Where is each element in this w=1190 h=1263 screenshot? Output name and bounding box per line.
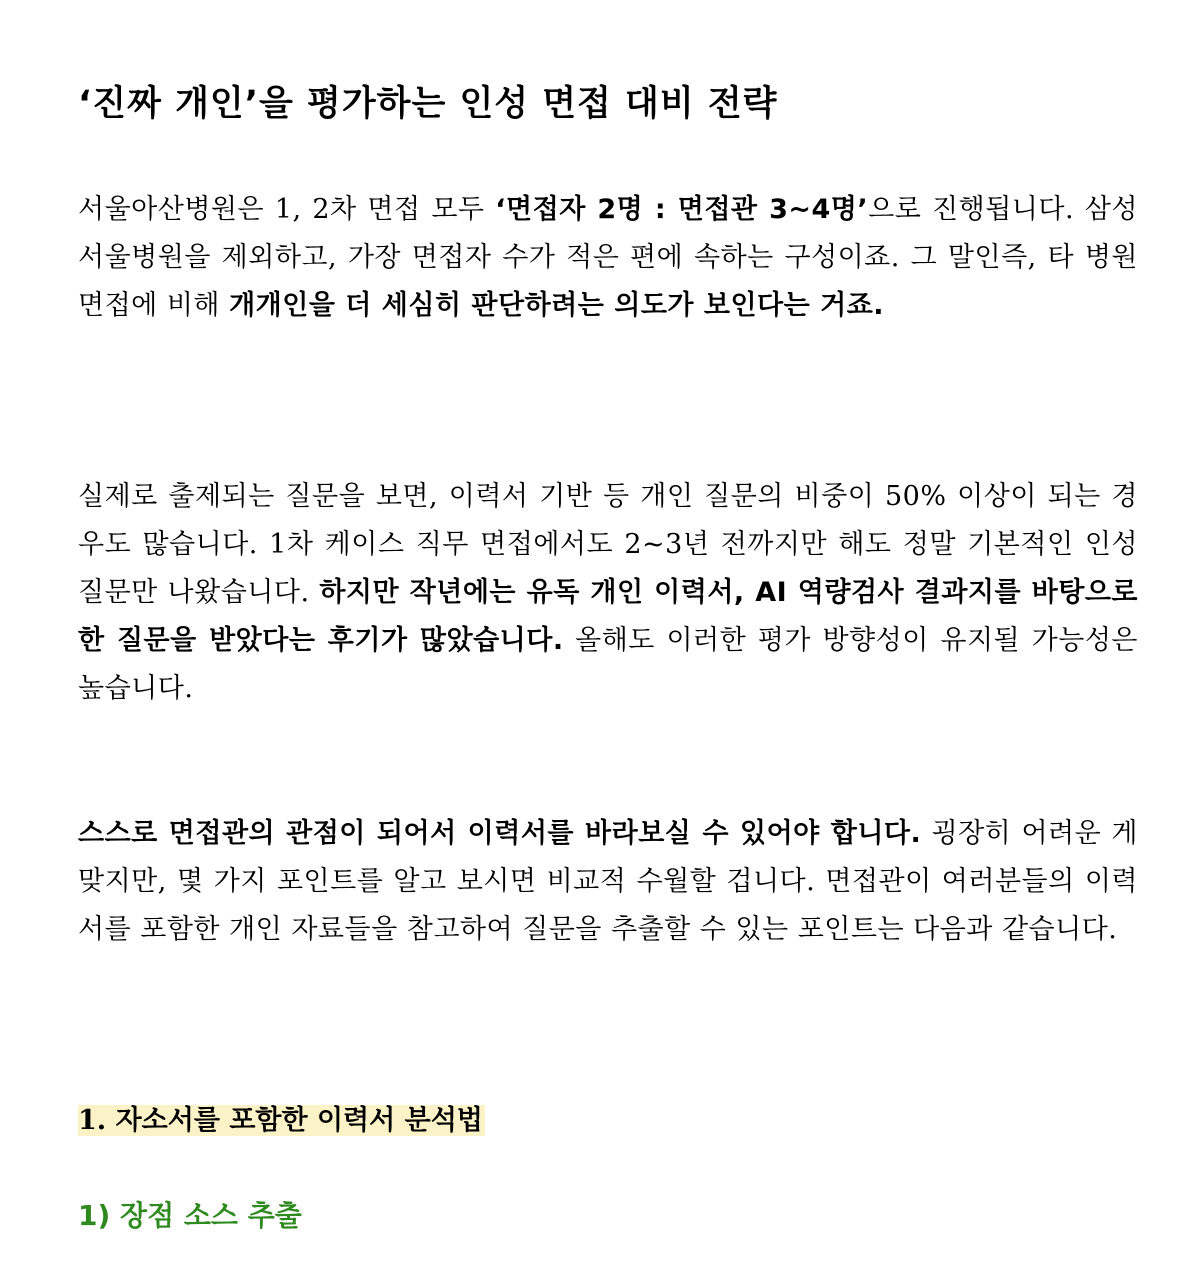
paragraph-interviewer-perspective — [78, 810, 1138, 954]
bold-segment: 하지만 작년에는 유독 개인 이력서, AI 역량검사 결과지를 바탕으로 한 질문을 받았다는 후기가 많았습니다. — [78, 577, 1139, 656]
bold-segment: 개개인을 더 세심히 판단하려는 의도가 보인다는 거죠. — [229, 290, 885, 321]
sub-heading: 1) 장점 소스 추출 — [78, 1199, 302, 1232]
text-segment: 으로 진행됩니다. 삼성서울병원을 제외하고, 가장 면접자 수가 적은 편에 속하는 구성이죠. 그 말인즉, 타 병원 면접에 비해 — [78, 194, 1138, 321]
text-segment: 실제로 출제되는 질문을 보면, 이력서 기반 등 개인 질문의 비중이 50% 이상이 되는 경우도 많습니다. 1차 케이스 직무 면접에서도 2~3년 전까지만 해도 정말 기본적인 인성 질문만 나왔습니다. — [78, 481, 1138, 608]
highlighted-heading-text: 1. 자소서를 포함한 이력서 분석법 — [78, 1105, 483, 1136]
text-segment: 굉장히 어려운 게 맞지만, 몇 가지 포인트를 알고 보시면 비교적 수월할 겁니다. 면접관이 여러분들의 이력서를 포함한 개인 자료들을 참고하여 질문을 추출할 수 있는 포인트는 다음과 같습니다. — [78, 818, 1138, 945]
text-segment: 올해도 이러한 평가 방향성이 유지될 가능성은 높습니다. — [78, 625, 1138, 704]
document-title: ‘진짜 개인’을 평가하는 인성 면접 대비 전략 — [78, 84, 778, 124]
section-heading — [78, 1099, 485, 1143]
paragraph-interview-format — [78, 186, 1138, 330]
bold-segment: ‘면접자 2명 : 면접관 3~4명’ — [495, 194, 869, 225]
bold-segment: 스스로 면접관의 관점이 되어서 이력서를 바라보실 수 있어야 합니다. — [78, 818, 922, 849]
text-segment: 서울아산병원은 1, 2차 면접 모두 — [78, 194, 496, 225]
paragraph-question-trends — [78, 473, 1138, 713]
